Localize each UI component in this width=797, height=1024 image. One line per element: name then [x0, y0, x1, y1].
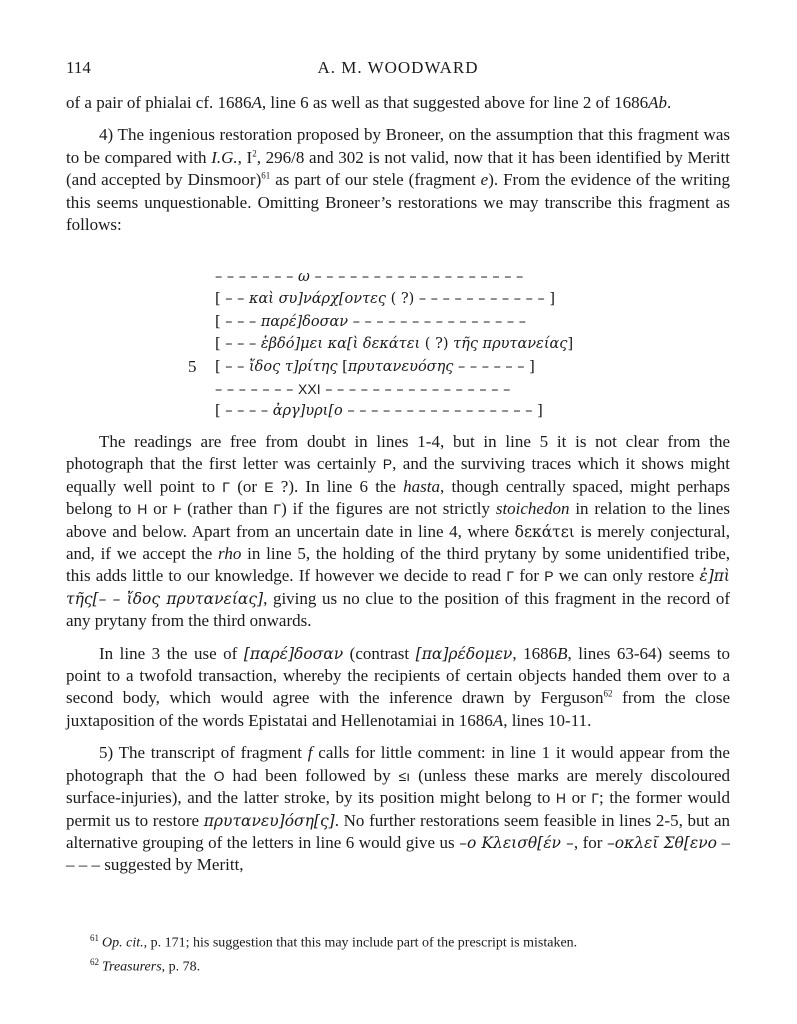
footnote-62: $^{62}$ Treasurers, p. 78. [90, 956, 201, 975]
superscript: 2 [252, 148, 257, 159]
body-text-bottom [66, 431, 730, 877]
transcript-line-2: [ – – καὶ συ]νάρχ[οντες ( ?) – – – – – – – – – – – ] [215, 291, 556, 308]
running-head-author: A. M. WOODWARD [317, 58, 479, 77]
footnotes [90, 929, 730, 976]
transcript-line-3: [ – – – παρέ]δοσαν – – – – – – – – – – – – – – – [215, 313, 526, 330]
paragraph-5: 5) The transcript of fragment f calls for little comment: in line 1 it would appear from the photograph that the O had been followed by ≤ı (unless these marks are merely discoloured surface-injuries), and the latter stroke, by its position might belong to H or Γ; the former would permit us to restore πρυτανευ]όση[ς]. No further restorations seem feasible in lines 2-5, but an alternative grouping of the letters in line 6 would give us –ο Κλεισθ[έν –, for –οκλεῖ Σθ[ενο – – – – suggested by Meritt, [66, 743, 731, 875]
footnote-61: $^{61}$ Op. cit., p. 171; his suggestion that this may include part of the prescript is mistaken. [90, 933, 578, 951]
transcript-line-6: – – – – – – – XXI – – – – – – – – – – – – – – – – [215, 380, 511, 398]
paragraph-readings: The readings are free from doubt in lines 1-4, but in line 5 it is not clear from the photograph that the first letter was certainly P, and the surviving traces which it shows might equally well point to Γ (or E ?). In line 6 the hasta, though centrally spaced, might perhaps belong to H or Ⱶ (rather than Γ) if the figures are not strictly stoichedon in relation to the lines above and below. Apart from an uncertain date in line 4, where δεκάτει is merely conjectural, and, if we accept the rho in line 5, the holding of the third prytany by some unidentified tribe, this adds little to our knowledge. If however we decide to read Γ for P we can only restore ἐ]πὶ τῆς[– – ἴδος πρυτανείας], giving us no clue to the position of this fragment in the record of any prytany from the third onwards. [66, 432, 731, 631]
transcript-line-4: [ – – – ἑβδό]μει κα[ὶ δεκάτει ( ?) τῆς πρυτανείας] [215, 336, 574, 353]
body-text-top [66, 92, 730, 236]
inscription-transcript [180, 266, 600, 423]
transcript-line-5: 5 [ – – ἴδος τ]ρίτης [πρυτανευόσης – – – – – – ] [180, 356, 600, 378]
paragraph-line-3: In line 3 the use of [παρέ]δοσαν (contrast [πα]ρέδομεν, 1686B, lines 63-64) seems to point to a twofold transaction, whereby the recipients of certain objects handed them over to a second body, which would agree with the inference drawn by Ferguson$^{62}$ from the close juxtaposition of the words Epistatai and Hellenotamiai in 1686A, lines 10-11. [66, 643, 730, 730]
paragraph-4: 4) The ingenious restoration proposed by Broneer, on the assumption that this fragment was to be compared with I.G., $I^2$, 296/8 and 302 is not valid, now that it has been identified by Meritt (and accepted by Dinsmoor)$^{61}$ as part of our stele (fragment e). From the evidence of the writing this seems unquestionable. Omitting Broneer’s restorations we may transcribe this fragment as follows: [66, 125, 730, 235]
transcript-line-7: [ – – – – ἀργ]υρι[ο – – – – – – – – – – – – – – – – ] [215, 403, 543, 420]
paragraph-continuation: of a pair of phialai cf. 1686A, line 6 as well as that suggested above for line 2 of 1686Ab. [66, 93, 672, 112]
page-number: 114 [66, 58, 91, 77]
footnote-ref-61: 61 [261, 170, 271, 181]
line-number: 5 [188, 356, 197, 376]
transcript-line-1: – – – – – – – ω – – – – – – – – – – – – – – – – – – [215, 269, 524, 285]
running-header [66, 58, 730, 84]
footnote-ref-62: 62 [603, 688, 613, 699]
